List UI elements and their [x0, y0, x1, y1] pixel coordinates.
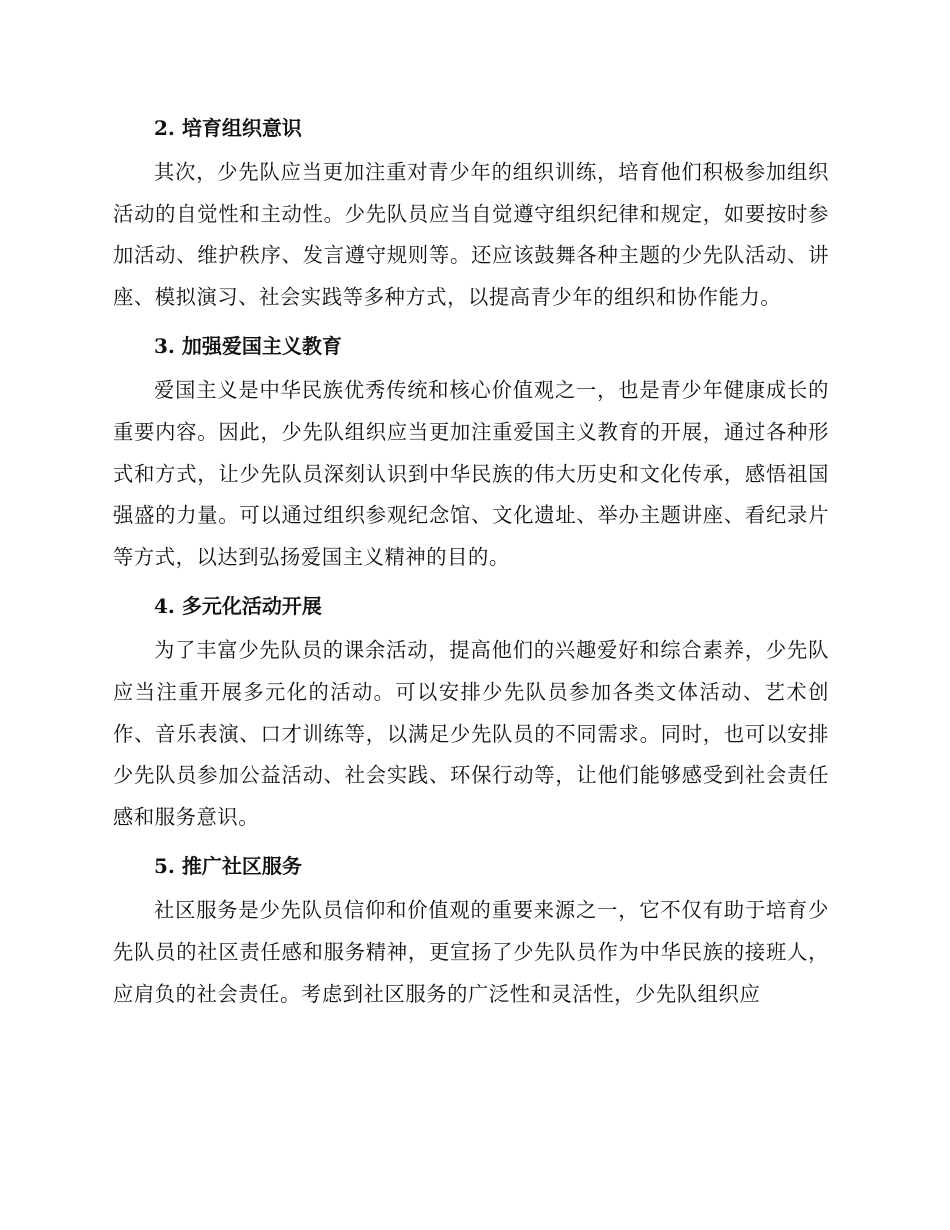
section-organization-awareness	[113, 108, 829, 318]
section-paragraph: 为了丰富少先队员的课余活动，提高他们的兴趣爱好和综合素养，少先队应当注重开展多元化的活动。可以安排少先队员参加各类文体活动、艺术创作、音乐表演、口才训练等，以满足少先队员的不同需求。同时，也可以安排少先队员参加公益活动、社会实践、环保行动等，让他们能够感受到社会责任感和服务意识。	[113, 638, 829, 829]
section-community-service	[113, 846, 829, 1015]
section-paragraph: 其次，少先队应当更加注重对青少年的组织训练，培育他们积极参加组织活动的自觉性和主动性。少先队员应当自觉遵守组织纪律和规定，如要按时参加活动、维护秩序、发言遵守规则等。还应该鼓舞各种主题的少先队活动、讲座、模拟演习、社会实践等多种方式，以提高青少年的组织和协作能力。	[113, 160, 829, 309]
section-patriotism-education	[113, 326, 829, 578]
section-heading: 4. 多元化活动开展	[154, 594, 322, 619]
section-heading: 5. 推广社区服务	[154, 854, 302, 879]
section-paragraph: 爱国主义是中华民族优秀传统和核心价值观之一，也是青少年健康成长的重要内容。因此，少先队组织应当更加注重爱国主义教育的开展，通过各种形式和方式，让少先队员深刻认识到中华民族的伟大历史和文化传承，感悟祖国强盛的力量。可以通过组织参观纪念馆、文化遗址、举办主题讲座、看纪录片等方式，以达到弘扬爱国主义精神的目的。	[113, 378, 829, 569]
section-paragraph: 社区服务是少先队员信仰和价值观的重要来源之一，它不仅有助于培育少先队员的社区责任感和服务精神，更宣扬了少先队员作为中华民族的接班人，应肩负的社会责任。考虑到社区服务的广泛性和灵活性，少先队组织应	[113, 898, 829, 1006]
section-heading: 2. 培育组织意识	[154, 116, 302, 140]
section-heading: 3. 加强爱国主义教育	[154, 334, 342, 359]
section-diversified-activities	[113, 586, 829, 838]
document-body	[113, 108, 829, 1023]
